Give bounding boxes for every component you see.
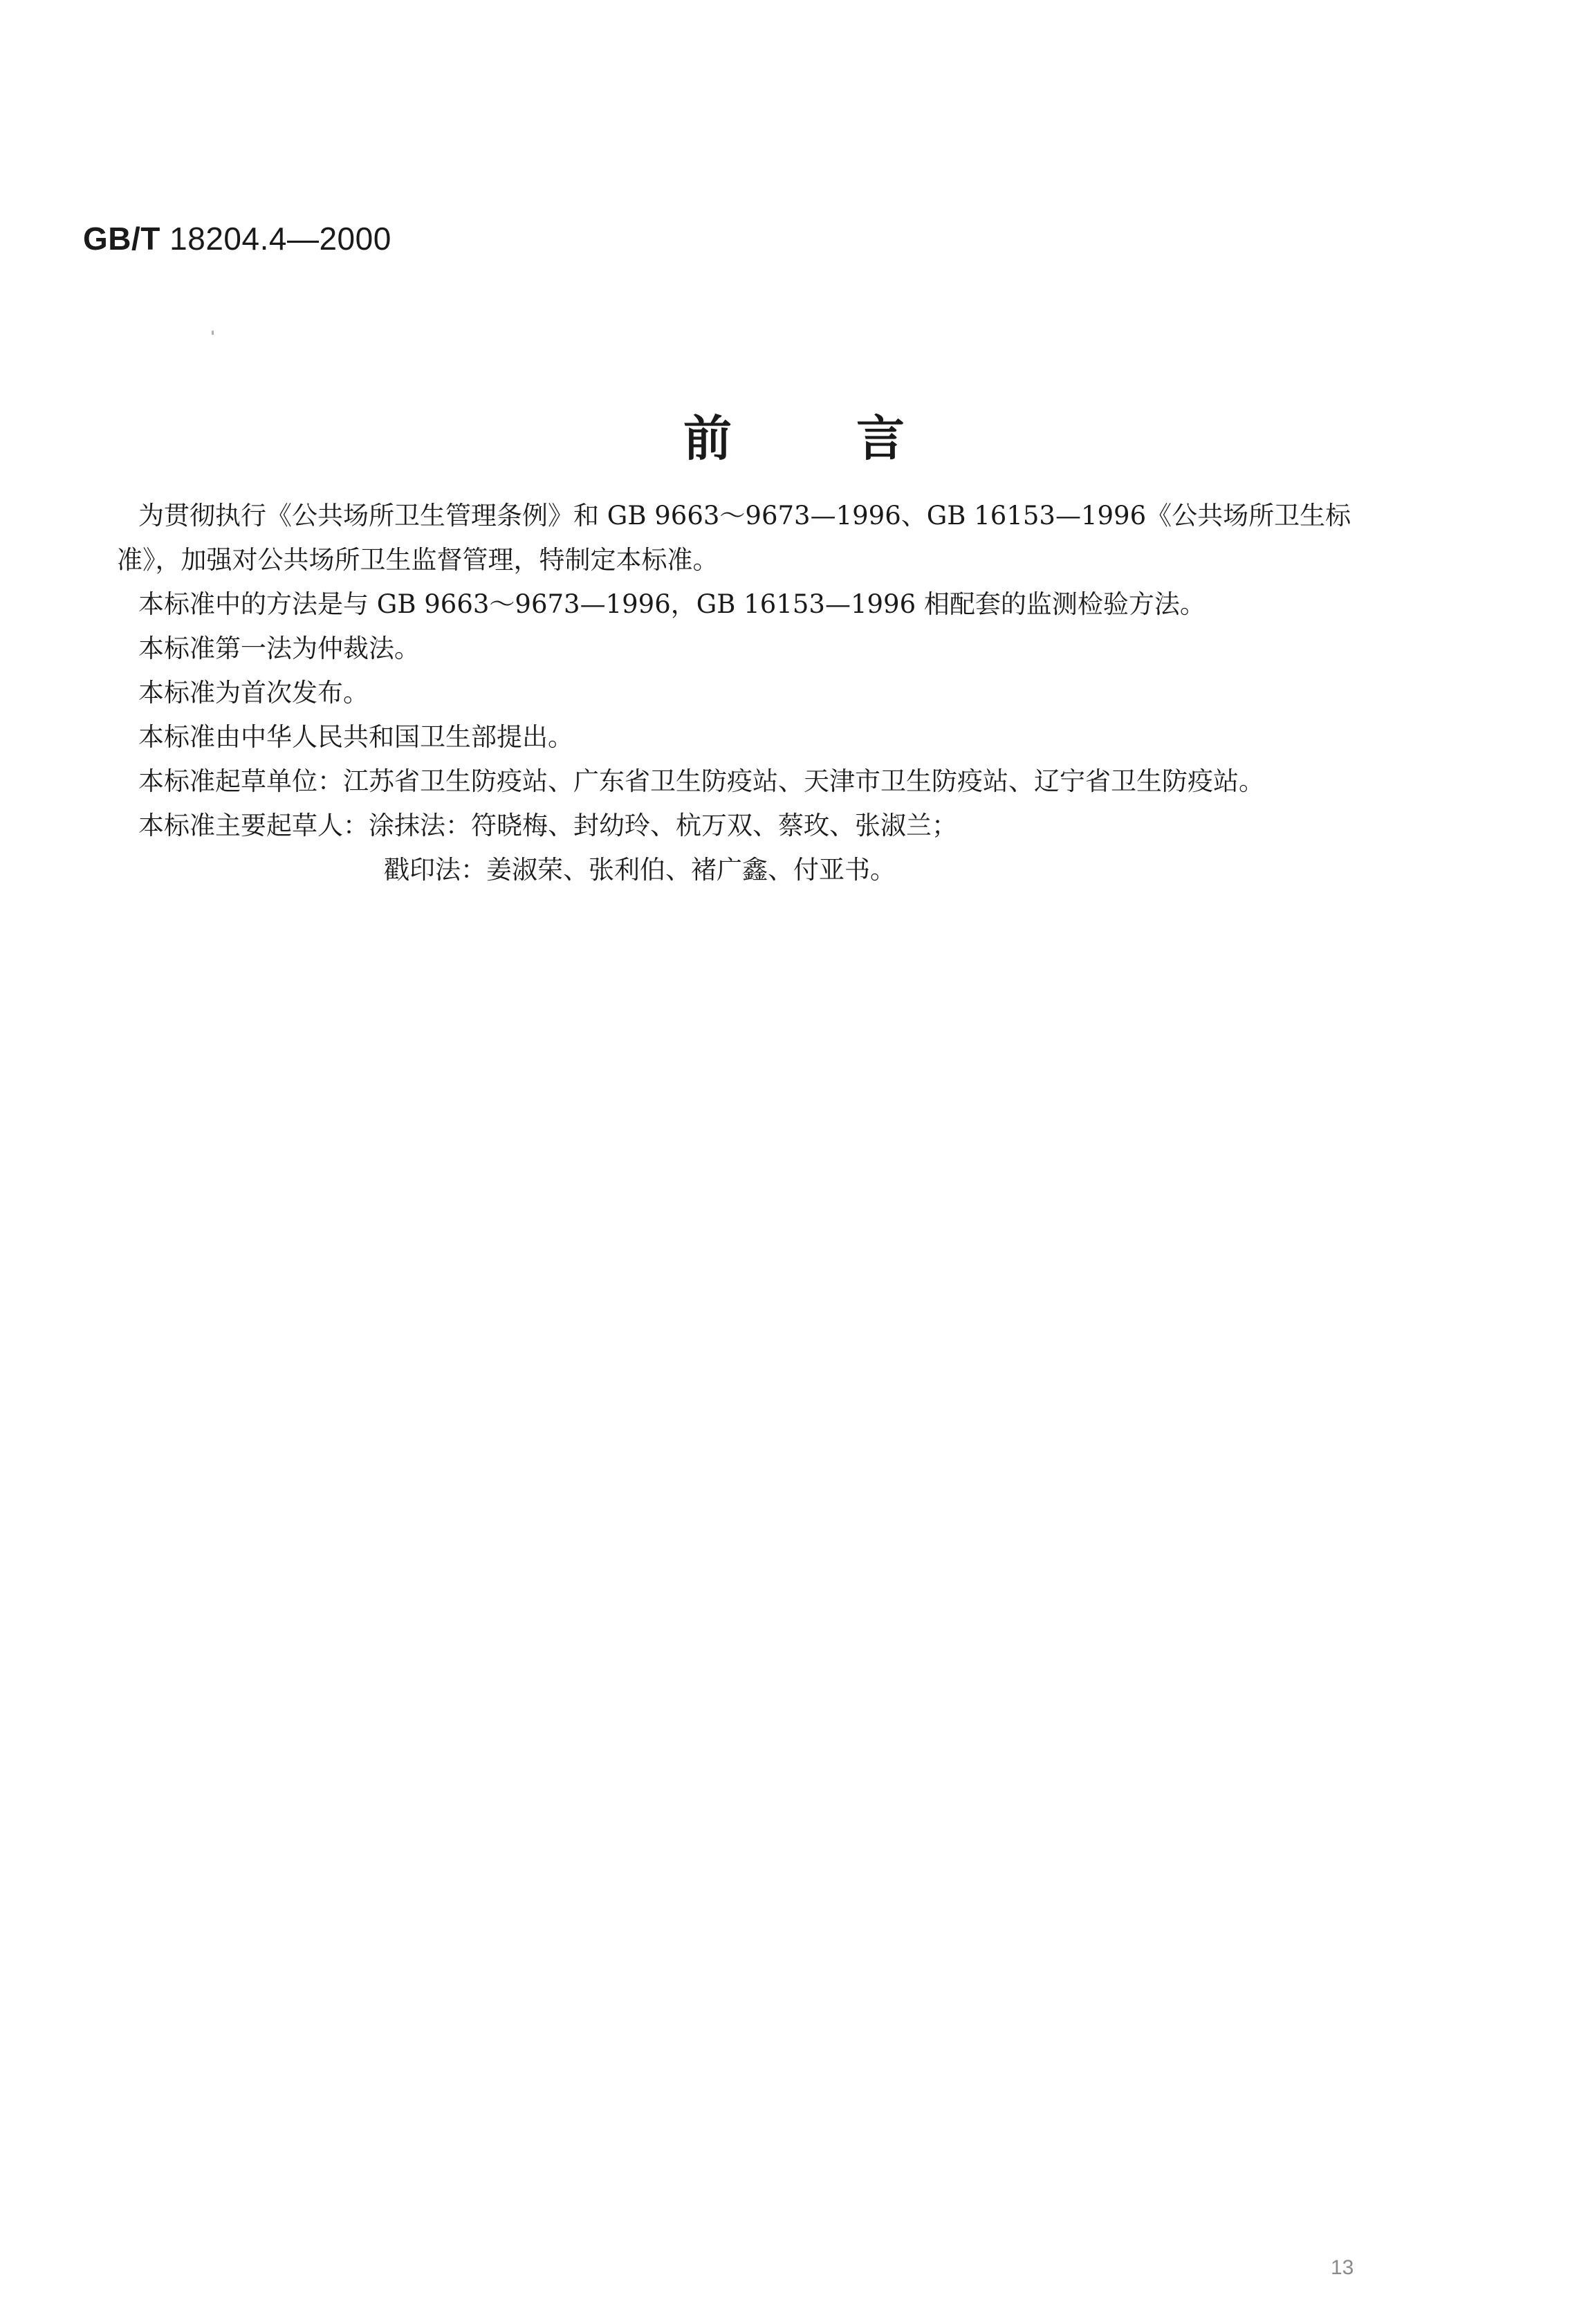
- paragraph-8: 戳印法：姜淑荣、张利伯、褚广鑫、付亚书。: [384, 855, 896, 885]
- paragraph-5: 本标准由中华人民共和国卫生部提出。: [138, 722, 573, 752]
- foreword-body: [117, 494, 1425, 892]
- paragraph-3: 本标准第一法为仲裁法。: [138, 634, 420, 663]
- paragraph-1-line-1: 为贯彻执行《公共场所卫生管理条例》和 GB 9663～9673—1996、GB 16153—1996《公共场所卫生标: [138, 501, 1351, 531]
- standard-prefix: GB/T: [83, 221, 160, 257]
- standard-header: [83, 220, 391, 257]
- standard-number: 18204.4—2000: [169, 221, 391, 257]
- page-number: 13: [1331, 2256, 1354, 2279]
- page-title: 前言: [683, 410, 1029, 467]
- scan-speck: [212, 331, 214, 335]
- paragraph-1-line-2: 准》，加强对公共场所卫生监督管理，特制定本标准。: [117, 545, 719, 575]
- paragraph-4: 本标准为首次发布。: [138, 678, 369, 708]
- paragraph-6: 本标准起草单位：江苏省卫生防疫站、广东省卫生防疫站、天津市卫生防疫站、辽宁省卫生防疫站。: [138, 766, 1264, 796]
- paragraph-7: 本标准主要起草人：涂抹法：符晓梅、封幼玲、杭万双、蔡玫、张淑兰；: [138, 811, 957, 840]
- paragraph-2: 本标准中的方法是与 GB 9663～9673—1996，GB 16153—1996 相配套的监测检验方法。: [138, 589, 1206, 619]
